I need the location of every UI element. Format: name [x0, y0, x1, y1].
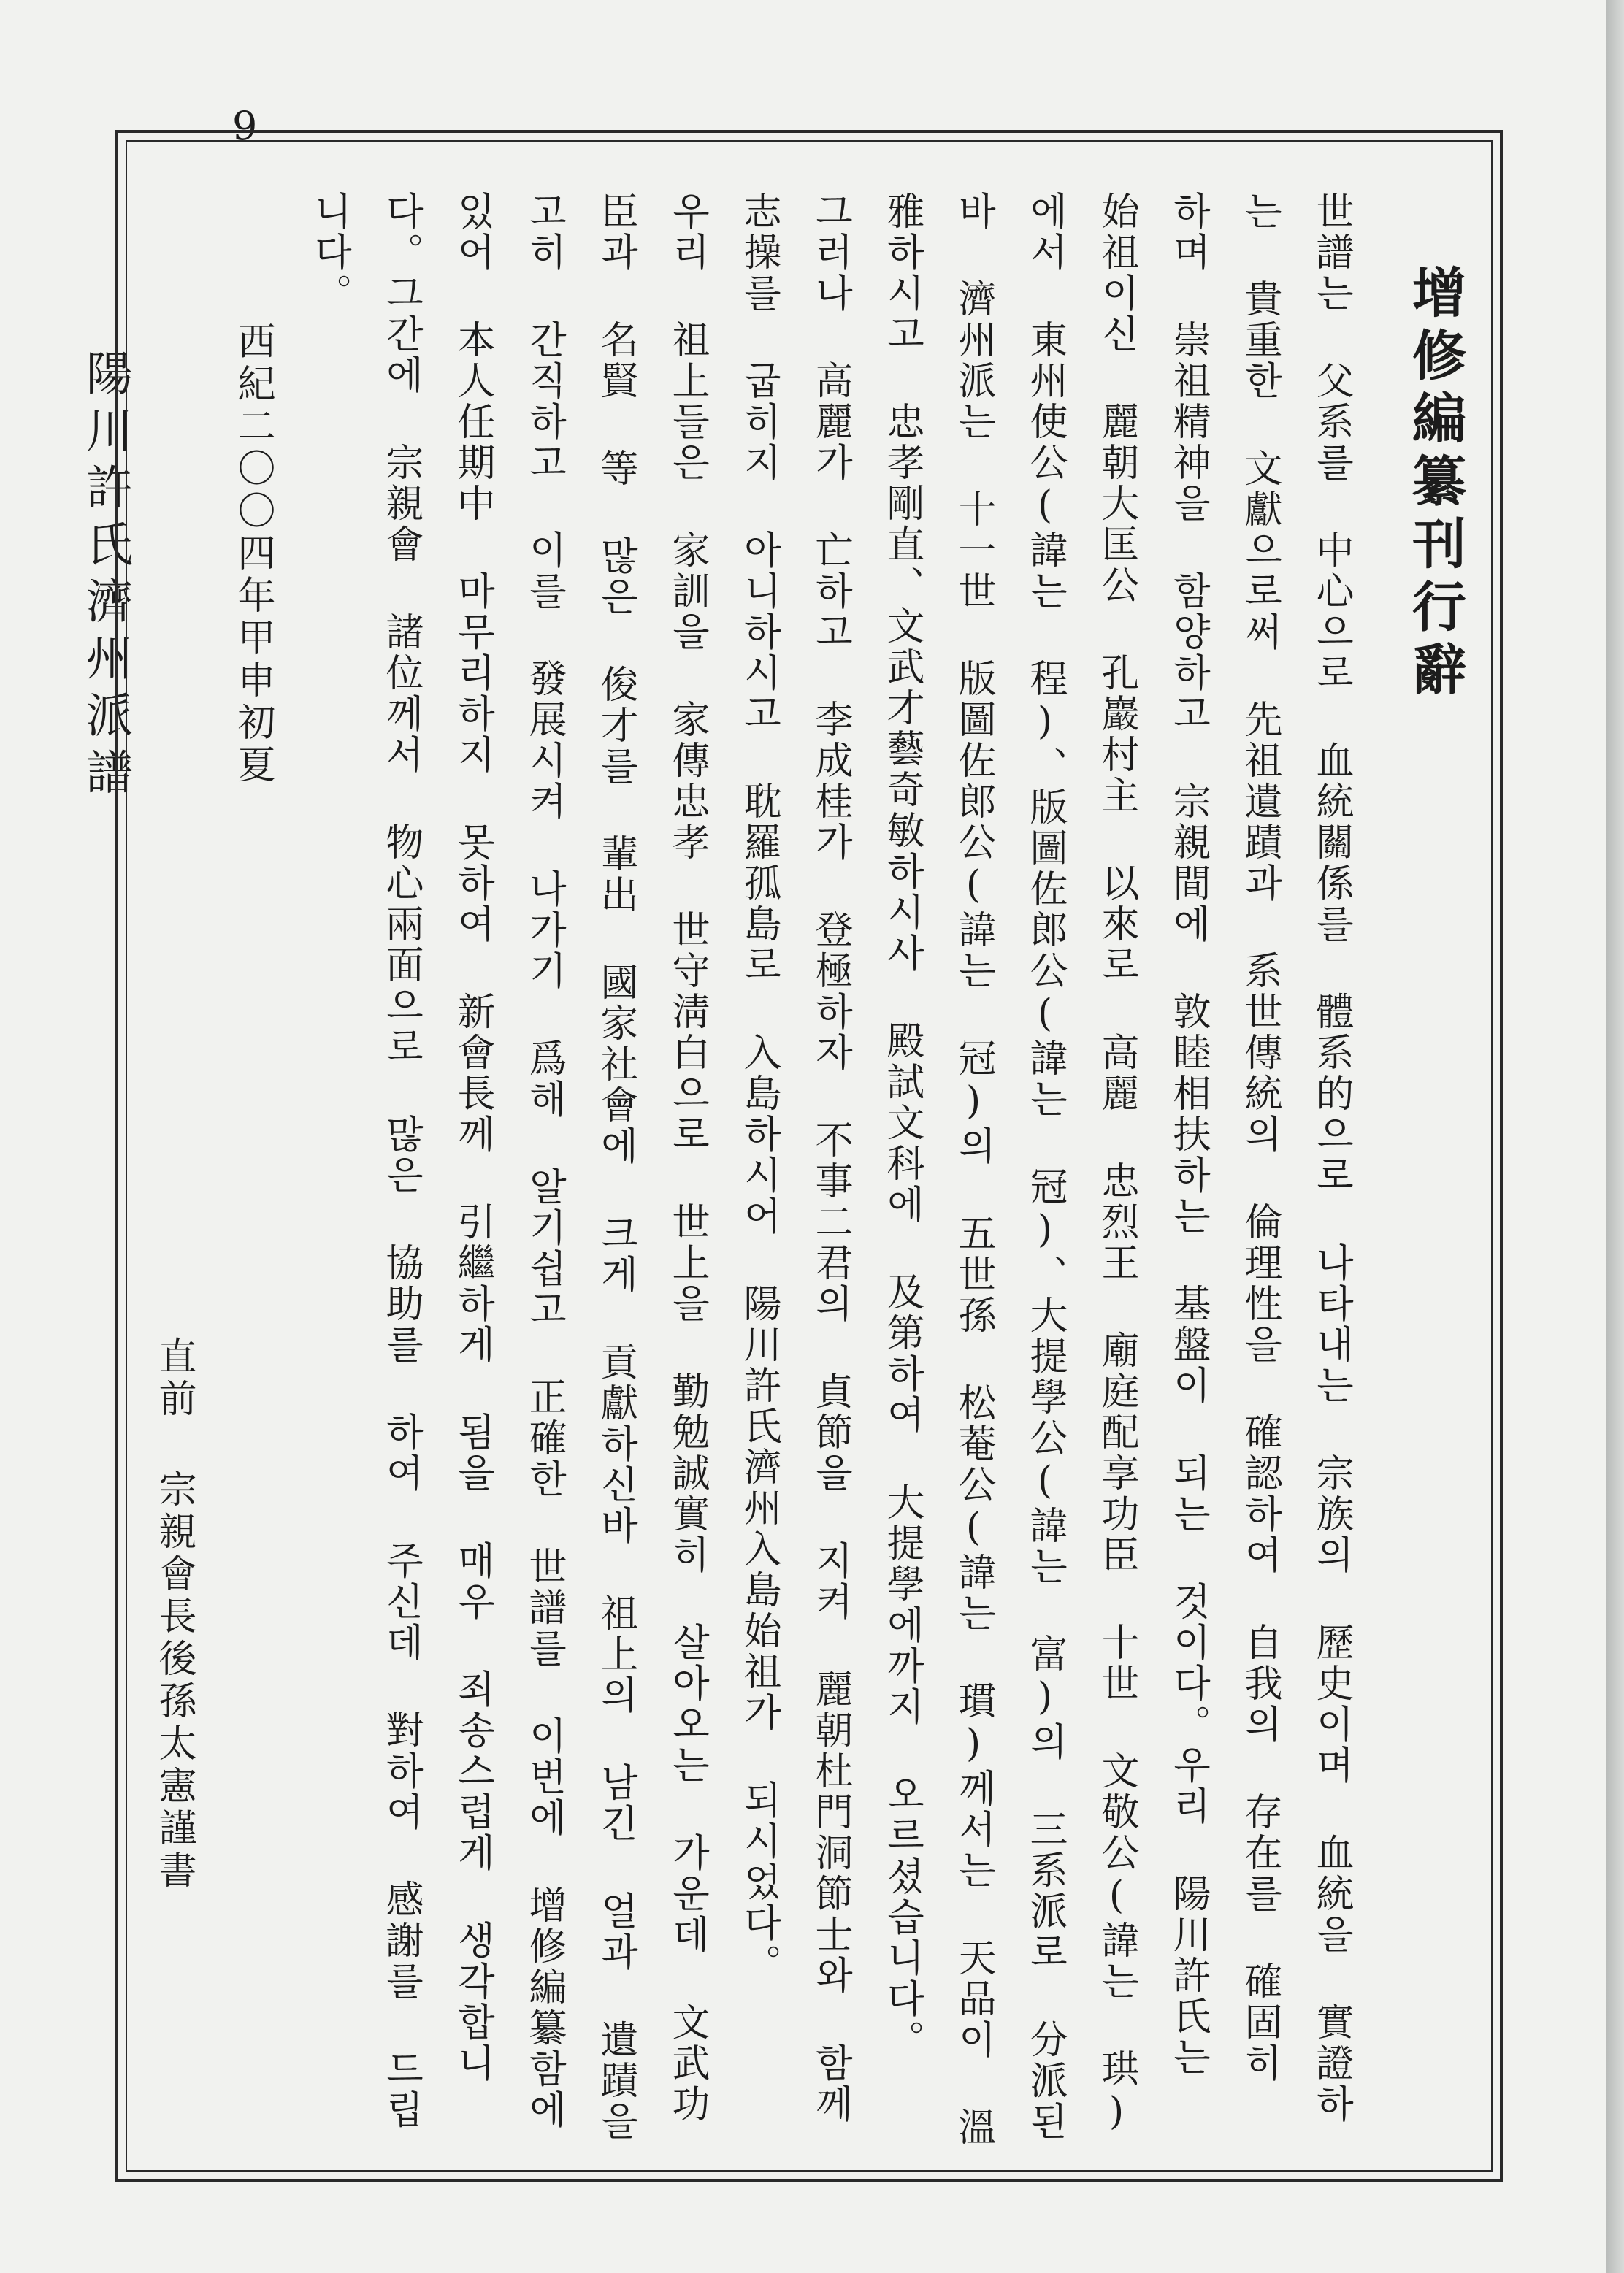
signature-closing: 謹書 [152, 1808, 196, 1893]
paragraph-2: 그러나 高麗가 亡하고 李成桂가 登極하자 不事二君의 貞節을 지켜 麗朝杜門洞節士와 함께 志操를 굽히지 아니하시고 耽羅孤島로 入島하시어 陽川許氏濟州入島始祖가 되시었다。 [737, 191, 852, 2125]
side-title: 陽川許氏濟州派譜 [78, 349, 132, 805]
paragraph-3: 우리 祖上들은 家訓을 家傳忠孝 世守淸白으로 世上을 勤勉誠實히 살아오는 가운데 文武功臣과 名賢 等 많은 俊才를 輩出 國家社會에 크게 貢獻하신바 祖上의 남긴 얼과 遺蹟을 고히 간직하고 이를 發展시켜 나가기 爲해 알기쉽고 正確한 世譜를 이번에 增修編纂함에 있어 本人任期中 마무리하지 못하여 新會長께 引繼하게 됨을 매우 죄송스럽게 생각합니다。그간에 宗親會 諸位께서 物心兩面으로 많은 協助를 하여 주신데 對하여 感謝를 드립니다。 [307, 191, 709, 2142]
body-text [307, 191, 1475, 2148]
date-line [231, 321, 275, 787]
signature-name: 太憲 [152, 1723, 196, 1808]
book-spine [1606, 0, 1624, 2273]
document-title: 增修編纂刊行辭 [1403, 264, 1466, 704]
signature-line [152, 1336, 196, 1893]
signature-role: 直前 宗親會長 [152, 1336, 196, 1638]
date-season: 初夏 [231, 702, 275, 787]
page-number: 9 [232, 103, 258, 149]
paragraph-1: 世譜는 父系를 中心으로 血統關係를 體系的으로 나타내는 宗族의 歷史이며 血統을 實證하는 貴重한 文獻으로써 先祖遺蹟과 系世傳統의 倫理性을 確認하여 自我의 存在를 確固히 하며 崇祖精神을 함양하고 宗親間에 敦睦相扶하는 基盤이 되는 것이다。우리 陽川許氏는 始祖이신 麗朝大匡公 孔巖村主 以來로 高麗 忠烈王 廟庭配享功臣 十世 文敬公(諱는 珙)에서 東州使公(諱는 程)、版圖佐郎公(諱는 冠)、大提學公(諱는 富)의 三系派로 分派된바 濟州派는 十一世 版圖佐郎公(諱는 冠)의 五世孫 松菴公(諱는 瑻)께서는 天品이 溫雅하시고 忠孝剛直、文武才藝奇敏하시사 殿試文科에 及第하여 大提學에까지 오르셨습니다。 [880, 191, 1353, 2148]
signature-relation: 後孫 [152, 1638, 196, 1723]
date-era: 西紀二〇〇四年甲申 [231, 321, 275, 702]
